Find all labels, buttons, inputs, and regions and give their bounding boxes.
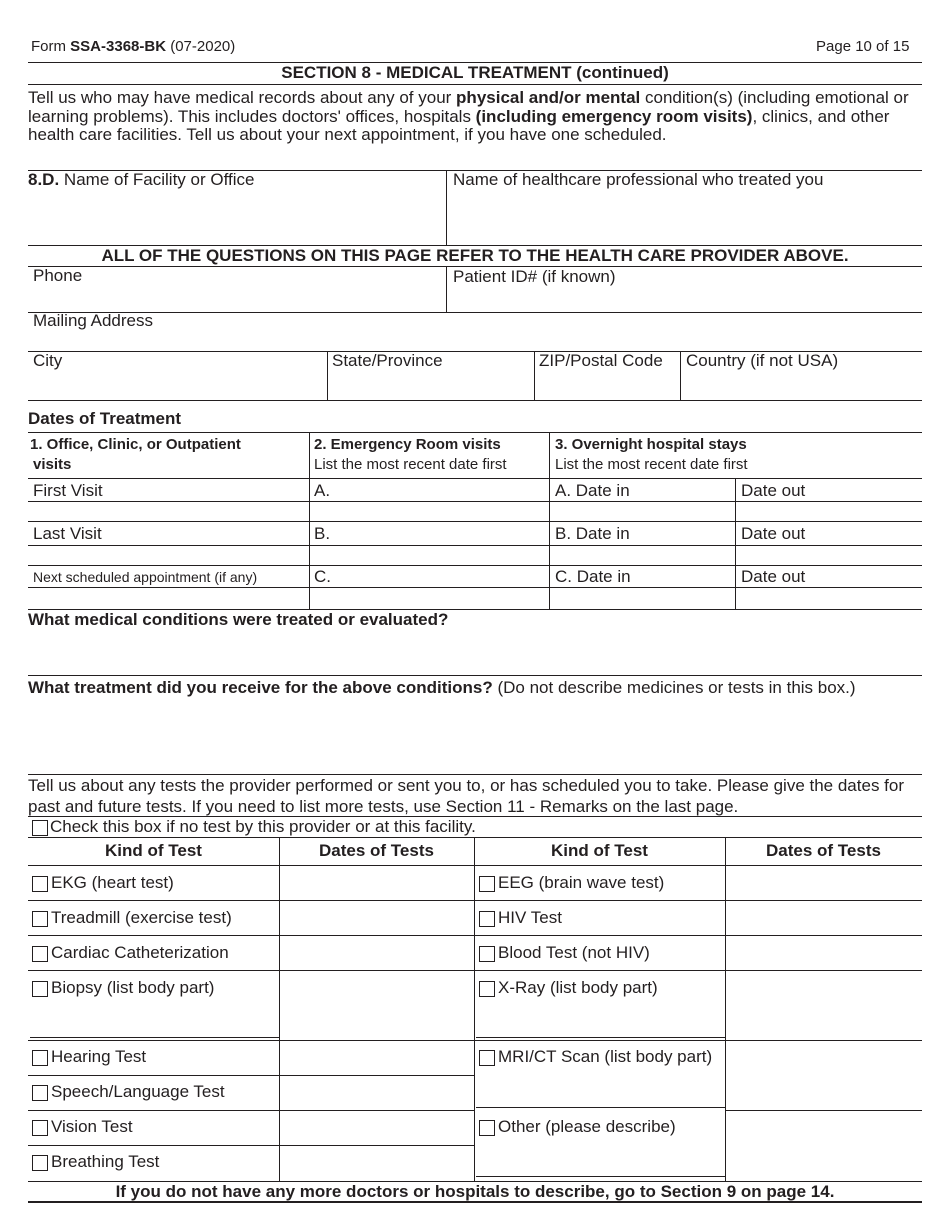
divider [28, 521, 922, 522]
breathing-dates-input[interactable] [283, 1148, 471, 1178]
other-test-label: Other (please describe) [498, 1117, 676, 1136]
col-dates-right: Dates of Tests [766, 841, 881, 860]
col-kind-right: Kind of Test [551, 841, 648, 860]
divider [28, 312, 922, 313]
xray-checkbox[interactable] [479, 981, 495, 997]
divider [476, 1107, 725, 1108]
er-a-label: A. [314, 481, 331, 500]
tests-intro: Tell us about any tests the provider performed or sent you to, or has scheduled you to take. Please give the dates for past and future tests. If you need to list more tests, use Section 11 - Remarks on the last page. [28, 776, 905, 816]
date-out-c-label: Date out [741, 567, 806, 586]
ekg-label: EKG (heart test) [51, 873, 174, 892]
xray-dates-input[interactable] [729, 973, 919, 1033]
date-in-b-label: B. Date in [555, 524, 630, 543]
xray-label: X-Ray (list body part) [498, 978, 658, 997]
treatment-question [28, 677, 908, 698]
date-out-b-label: Date out [741, 524, 806, 543]
col1-title [30, 435, 241, 475]
breathing-label: Breathing Test [51, 1152, 160, 1171]
cardiac-cath-dates-input[interactable] [283, 938, 471, 968]
divider [279, 900, 922, 901]
footer-note: If you do not have any more doctors or hospitals to describe, go to Section 9 on page 14. [115, 1182, 835, 1201]
mailing-address-input[interactable] [32, 331, 918, 351]
divider [474, 837, 475, 1181]
eeg-label: EEG (brain wave test) [498, 873, 665, 892]
col2-title [314, 435, 507, 475]
divider [28, 935, 922, 936]
divider [446, 170, 447, 245]
er-b-input[interactable] [312, 546, 546, 564]
treadmill-checkbox[interactable] [32, 911, 48, 927]
no-test-label: Check this box if no test by this provider or at this facility. [50, 817, 476, 836]
divider [28, 1110, 474, 1111]
dates-heading: Dates of Treatment [28, 409, 182, 428]
divider [476, 1176, 725, 1177]
col1-title-line2: visits [33, 456, 72, 473]
col2-subtitle: List the most recent date first [314, 456, 507, 473]
date-in-c-label: C. Date in [555, 567, 631, 586]
intro-paragraph [28, 89, 922, 145]
hiv-dates-input[interactable] [729, 903, 919, 933]
divider [476, 1037, 725, 1038]
divider [327, 351, 328, 400]
col2-title-line1: 2. Emergency Room visits [314, 436, 501, 453]
city-input[interactable] [32, 374, 322, 398]
treatment-question-rest: (Do not describe medicines or tests in this box.) [492, 678, 856, 697]
biopsy-label: Biopsy (list body part) [51, 978, 215, 997]
conditions-question: What medical conditions were treated or evaluated? [28, 610, 449, 629]
facility-label [28, 170, 254, 190]
blood-test-dates-input[interactable] [729, 938, 919, 968]
country-input[interactable] [684, 374, 918, 398]
date-out-a-input[interactable] [738, 502, 918, 520]
date-out-b-input[interactable] [738, 546, 918, 564]
speech-label: Speech/Language Test [51, 1082, 225, 1101]
country-label: Country (if not USA) [686, 351, 839, 370]
divider [725, 837, 726, 1181]
divider [534, 351, 535, 400]
er-b-label: B. [314, 524, 331, 543]
hiv-checkbox[interactable] [479, 911, 495, 927]
patient-id-input[interactable] [452, 288, 918, 310]
zip-label: ZIP/Postal Code [539, 351, 663, 370]
last-visit-label: Last Visit [33, 524, 102, 543]
divider [28, 84, 922, 85]
date-in-a-label: A. Date in [555, 481, 630, 500]
cardiac-cath-label: Cardiac Catheterization [51, 943, 229, 962]
mailing-address-label: Mailing Address [33, 311, 154, 330]
divider [28, 1145, 474, 1146]
divider [735, 478, 736, 609]
cardiac-cath-checkbox[interactable] [32, 946, 48, 962]
eeg-dates-input[interactable] [729, 868, 919, 898]
er-a-input[interactable] [312, 502, 546, 520]
professional-name-input[interactable] [452, 196, 918, 236]
form-label: Form [31, 38, 66, 55]
form-id [31, 38, 235, 56]
hearing-checkbox[interactable] [32, 1050, 48, 1066]
ekg-dates-input[interactable] [283, 868, 471, 898]
facility-name-input[interactable] [30, 196, 440, 236]
date-in-b-input[interactable] [552, 546, 732, 564]
other-test-dates-input[interactable] [729, 1113, 919, 1177]
ekg-checkbox[interactable] [32, 876, 48, 892]
col3-title [555, 435, 748, 475]
divider [28, 478, 922, 479]
divider [28, 900, 279, 901]
intro-bold-2: (including emergency room visits) [475, 106, 753, 126]
next-appointment-label: Next scheduled appointment (if any) [33, 569, 258, 585]
form-date: (07-2020) [170, 38, 236, 55]
divider [28, 865, 922, 866]
vision-dates-input[interactable] [283, 1113, 471, 1143]
divider [28, 432, 922, 433]
next-appointment-input[interactable] [32, 589, 306, 607]
col1-title-line1: 1. Office, Clinic, or Outpatient [30, 436, 241, 453]
intro-text-2: condition(s) (including emotional or learning problems). This includes doctors' offices, hospitals [28, 88, 909, 126]
section-title: SECTION 8 - MEDICAL TREATMENT (continued) [281, 63, 669, 82]
other-test-checkbox[interactable] [479, 1120, 495, 1136]
divider [28, 587, 922, 588]
conditions-input[interactable] [0, 0, 888, 38]
treadmill-dates-input[interactable] [283, 903, 471, 933]
mri-checkbox[interactable] [479, 1050, 495, 1066]
phone-input[interactable] [32, 287, 440, 309]
intro-text-3: , clinics, and other health care facilities. Tell us about your next appointment, if you have one scheduled. [28, 106, 890, 144]
treadmill-label: Treadmill (exercise test) [51, 908, 232, 927]
speech-checkbox[interactable] [32, 1085, 48, 1101]
no-test-checkbox[interactable] [32, 820, 48, 836]
intro-bold-1: physical and/or mental [456, 88, 641, 107]
biopsy-dates-input[interactable] [283, 973, 471, 1033]
breathing-checkbox[interactable] [32, 1155, 48, 1171]
first-visit-label: First Visit [33, 481, 103, 500]
treatment-question-bold: What treatment did you receive for the above conditions? [28, 678, 493, 697]
intro-text-1: Tell us who may have medical records about any of your [28, 88, 457, 107]
divider [28, 400, 922, 401]
col-kind-left: Kind of Test [105, 841, 202, 860]
blood-test-checkbox[interactable] [479, 946, 495, 962]
vision-checkbox[interactable] [32, 1120, 48, 1136]
professional-label: Name of healthcare professional who treated you [453, 170, 824, 189]
divider [680, 351, 681, 400]
page-number: Page 10 of 15 [816, 38, 910, 55]
eeg-checkbox[interactable] [479, 876, 495, 892]
divider [446, 266, 447, 312]
speech-dates-input[interactable] [283, 1078, 471, 1108]
divider [28, 565, 922, 566]
col3-subtitle: List the most recent date first [555, 456, 748, 473]
date-in-a-input[interactable] [552, 502, 732, 520]
divider [28, 1040, 922, 1041]
phone-label: Phone [33, 266, 83, 285]
facility-label-text: Name of Facility or Office [63, 170, 255, 189]
divider [28, 1201, 922, 1203]
state-label: State/Province [332, 351, 443, 370]
date-out-a-label: Date out [741, 481, 806, 500]
divider [725, 1110, 922, 1111]
mri-dates-input[interactable] [729, 1043, 919, 1107]
hearing-label: Hearing Test [51, 1047, 147, 1066]
col-dates-left: Dates of Tests [319, 841, 434, 860]
zip-input[interactable] [538, 374, 677, 398]
last-visit-input[interactable] [32, 546, 306, 564]
date-out-c-input[interactable] [738, 589, 918, 607]
blood-test-label: Blood Test (not HIV) [498, 943, 650, 962]
date-in-c-input[interactable] [552, 589, 732, 607]
divider [28, 837, 922, 838]
state-input[interactable] [331, 374, 531, 398]
divider [30, 1037, 279, 1038]
patient-id-label: Patient ID# (if known) [453, 267, 616, 286]
hearing-dates-input[interactable] [283, 1043, 471, 1073]
er-c-input[interactable] [312, 589, 546, 607]
hiv-label: HIV Test [498, 908, 562, 927]
divider [28, 1075, 474, 1076]
mri-label: MRI/CT Scan (list body part) [498, 1047, 713, 1066]
all-questions-notice: ALL OF THE QUESTIONS ON THIS PAGE REFER TO THE HEALTH CARE PROVIDER ABOVE. [101, 246, 849, 265]
divider [28, 675, 922, 676]
biopsy-checkbox[interactable] [32, 981, 48, 997]
er-c-label: C. [314, 567, 331, 586]
section-number: 8.D. [28, 170, 60, 189]
divider [279, 837, 280, 1181]
form-number: SSA-3368-BK [70, 38, 167, 55]
divider [28, 970, 922, 971]
first-visit-input[interactable] [32, 502, 306, 520]
col3-title-line1: 3. Overnight hospital stays [555, 436, 747, 453]
vision-label: Vision Test [51, 1117, 133, 1136]
city-label: City [33, 351, 63, 370]
